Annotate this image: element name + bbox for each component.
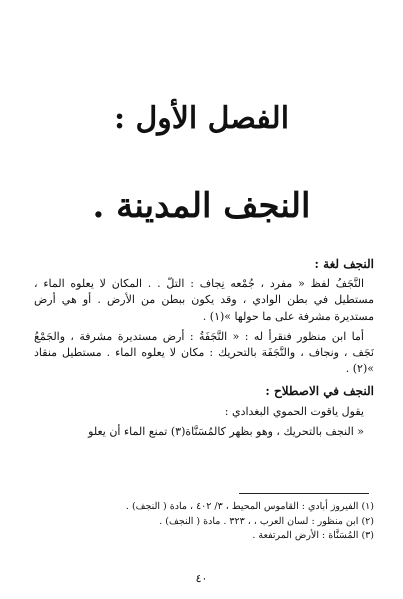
footnote-3: (٣) المُسَنَّاة : الأرض المرتفعة . (252, 530, 374, 541)
page-number: ٤٠ (195, 572, 208, 585)
footnotes (34, 500, 374, 544)
section-title: النجف المدينة . (92, 186, 311, 226)
footnote-2: (٢) ابن منظور : لسان العرب ، ، ٣٢٣ . مادة ( النجف) . (159, 515, 374, 527)
quote-text: « النجف بالتحريك ، وهو بظهر كالمُسَنَّاة(٣) تمنع الماء أن يعلو (88, 424, 364, 438)
quote-lead: يقول ياقوت الحموي البغدادي : (224, 404, 364, 418)
footnote-1: (١) الفيروز أبادي : القاموس المحيط ، ٣/ ٤٠٢ ، مادة ( النجف) . (125, 501, 374, 512)
paragraph-ibn-manzur: أما ابن منظور فنقرأ له : « النَّجَفَةُ : أرض مستديرة مشرفة ، والجَمْعُ نَجَف ، ونجاف ، والنَّجَفَة بالتحريك : مكان لا يعلوه الماء . مستطيل منقاد »(٢) . (34, 329, 374, 376)
body-text (34, 256, 374, 440)
chapter-title: الفصل الأول : (113, 101, 290, 136)
paragraph-definition: النَّجَفُ لفظ « مفرد ، جُمْعه نِجاف : التلّ . . المكان لا يعلوه الماء ، مستطيل في بطن الوادي ، وقد يكون ببطن من الأرض . أو هي أرض مستديرة مشرفة على ما حولها »(١) . (34, 277, 374, 323)
lang-heading: النجف لغة : (314, 257, 374, 271)
footnote-divider (239, 493, 369, 494)
term-heading: النجف في الاصطلاح : (265, 384, 374, 399)
